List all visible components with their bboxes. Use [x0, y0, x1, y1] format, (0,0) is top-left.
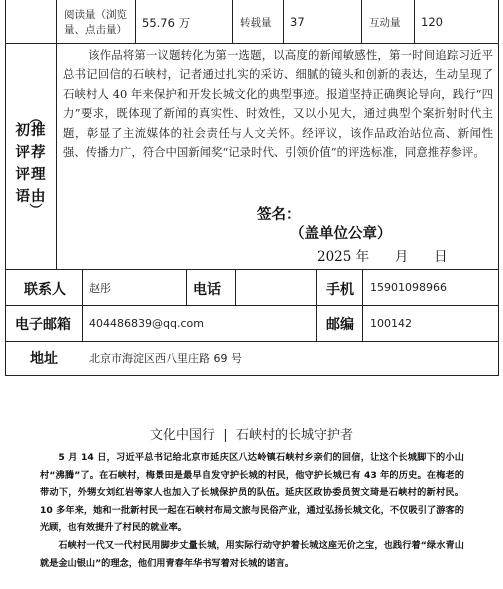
email-label: 电子邮箱: [15, 317, 71, 333]
mobile-value: 15901098966: [370, 281, 447, 294]
article-paragraph: 石峡村一代又一代村民用脚步丈量长城，用实际行动守护着长城这座无价之宝，也践行着“绿水青山就是金山银山”的理念，他们用青春年华书写着对长城的诺言。: [40, 539, 464, 569]
signature-label: 签名：: [257, 206, 301, 223]
address-label: 地址: [30, 351, 58, 367]
recommendation-paragraph: [63, 46, 493, 162]
stamp-label: （盖单位公章）: [290, 225, 392, 242]
recommendation-text: 该作品将第一议题转化为第一选题，以高度的新闻敏感性，第一时间追踪习近平总书记回信的石峡村，记者通过扎实的采访、细腻的镜头和创新的表达，生动呈现了石峡村人 40 年来保护和开发长城文化的典型事迹。报道坚持正确舆论导向，践行“四力”要求，既体现了新闻的真实性、时效性，又以小见大，通过典型个案折射时代主题，彰显了主流媒体的社会责任与人文关怀。经评议，该作品政治站位高、新闻性强、传播力广，符合中国新闻奖“记录时代、引领价值”的评选标准，同意推荐参评。: [63, 48, 493, 160]
article-body: [40, 449, 464, 572]
postcode-value: 100142: [370, 317, 412, 330]
contact-label: 联系人: [24, 282, 66, 298]
article-title: 文化中国行 | 石峡村的长城守护者: [150, 428, 353, 443]
contact-value: 赵彤: [89, 282, 111, 295]
recommendation-label-open: （: [27, 110, 43, 125]
mobile-label: 手机: [326, 282, 354, 298]
postcode-label: 邮编: [326, 317, 354, 333]
reposts-value: 37: [290, 15, 305, 29]
address-value: 北京市海淀区西八里庄路 69 号: [89, 352, 242, 365]
reads-label: 阅读量（浏览量、点击量）: [64, 9, 127, 36]
reads-value: 55.76 万: [142, 16, 191, 30]
article-paragraph: 5 月 14 日，习近平总书记给北京市延庆区八达岭镇石峡村乡亲们的回信，让这个长城脚下的小山村“沸腾”了。在石峡村，梅景田是最早自发守护长城的村民，他守护长城已有 43 年的历史。在梅老的带动下，外甥女刘红岩等家人也加入了长城保护员的队伍。延庆区政协委员贺文琦是石峡村的新村民。10 多年来，她和一批新村民一起在石峡村布局文旅与民俗产业，通过弘扬长城文化，不仅吸引了游客的光顾，也有效提升了村民的就业率。: [40, 452, 464, 534]
interactions-value: 120: [421, 15, 443, 29]
email-value: 404486839@qq.com: [89, 317, 204, 330]
reposts-label: 转载量: [240, 17, 272, 29]
date-line: 2025 年 月 日: [317, 249, 448, 265]
interactions-label: 互动量: [369, 17, 401, 29]
phone-label: 电话: [193, 282, 221, 298]
recommendation-label-close: ）: [27, 202, 43, 217]
recommendation-side-label: 初推评荐评理语由: [15, 123, 47, 205]
